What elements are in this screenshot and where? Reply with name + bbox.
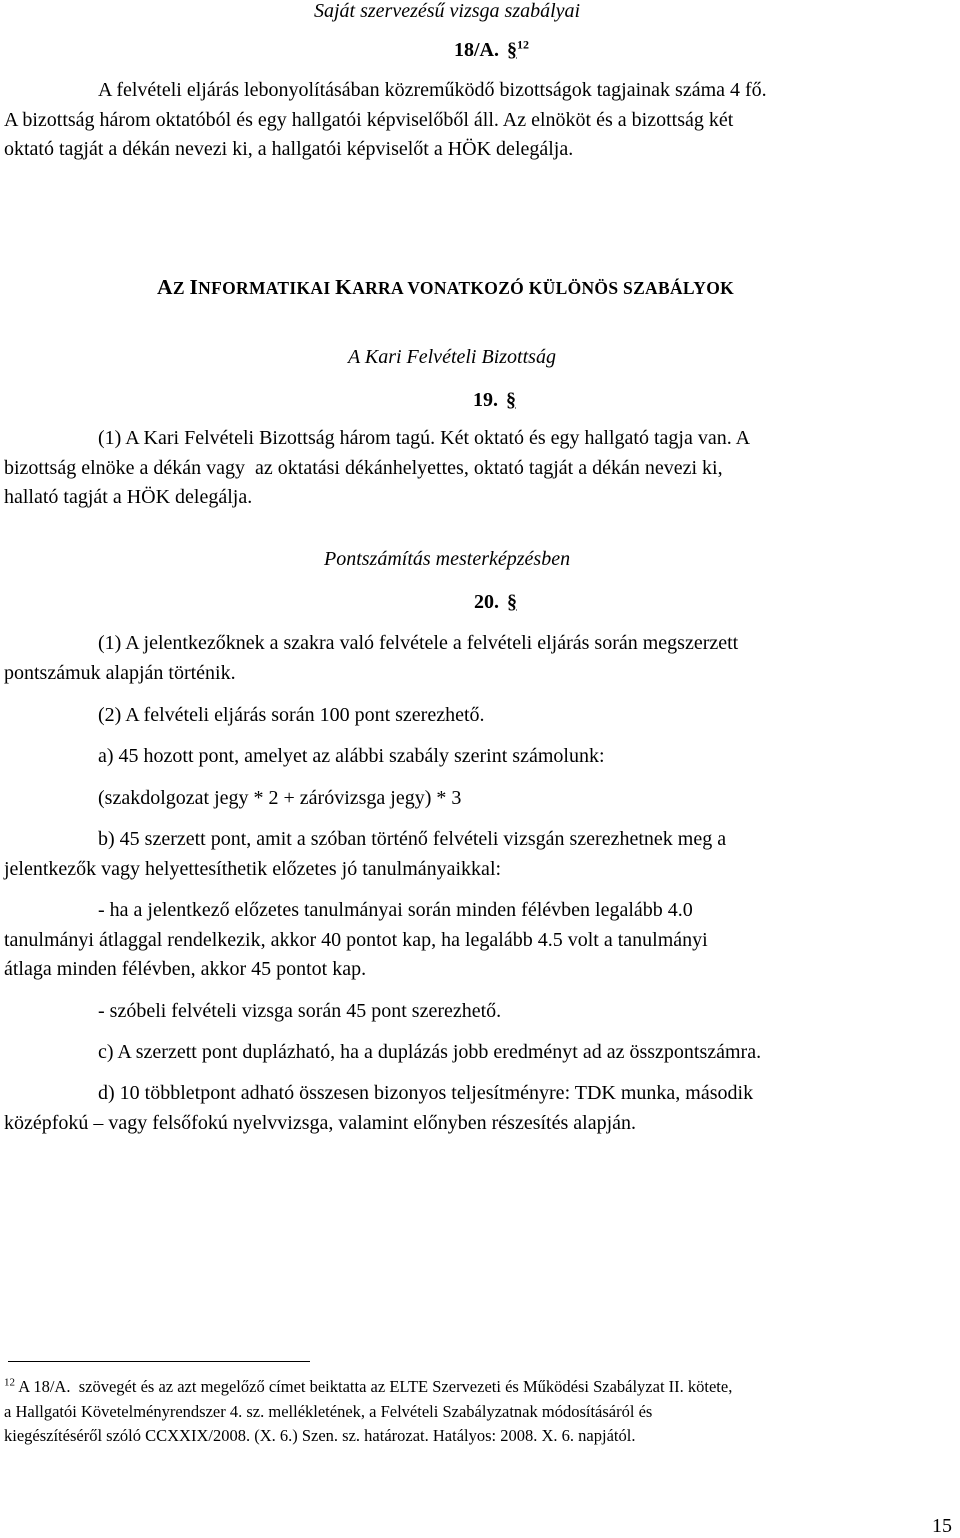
footnote-number: 12 <box>4 1376 15 1389</box>
paragraph-carried-points: a) 45 hozott pont, amelyet az alábbi szabály szerint számolunk: <box>98 745 605 767</box>
paragraph-mark: § <box>506 389 516 411</box>
subheading-point-calculation: Pontszámítás mesterképzésben <box>324 548 571 570</box>
paragraph-earned-points: b) 45 szerzett pont, amit a szóban történő felvételi vizsgán szerezhetnek meg a jelentkezők vagy helyettesíthetik előzetes jó tanulmányaikkal: <box>4 828 727 880</box>
section-heading-exam-rules: Saját szervezésű vizsga szabályai <box>314 0 581 22</box>
paragraph-max-points: (2) A felvételi eljárás során 100 pont szerezhető. <box>98 704 485 726</box>
subheading-faculty-committee: A Kari Felvételi Bizottság <box>348 346 556 368</box>
section-number-20: 20. § <box>474 591 517 613</box>
footnote <box>4 1375 956 1449</box>
footnote-line: a Hallgatói Követelményrendszer 4. sz. mellékletének, a Felvételi Szabályzatnak módosításáról és <box>4 1401 653 1421</box>
formula: (szakdolgozat jegy * 2 + záróvizsga jegy) * 3 <box>98 787 462 809</box>
paragraph-line: A felvételi eljárás lebonyolításában közreműködő bizottságok tagjainak száma 4 fő. <box>98 79 767 101</box>
paragraph-committee-members <box>4 76 956 165</box>
paragraph-extra-points: d) 10 többletpont adható összesen bizonyos teljesítményre: TDK munka, második középfokú – vagy felsőfokú nyelvvizsga, valamint előnyben részesítés alapján. <box>4 1082 754 1134</box>
page-number: 15 <box>932 1515 952 1537</box>
paragraph-faculty-committee: (1) A Kari Felvételi Bizottság három tagú. Két oktató és egy hallgató tagja van. A bizottság elnöke a dékán vagy az oktatási dékánhelyettes, oktató tagját a dékán nevezi ki, hallató tagját a HÖK delegálja. <box>4 427 751 508</box>
paragraph-admission-basis: (1) A jelentkezőknek a szakra való felvétele a felvételi eljárás során megszerzett pontszámuk alapján történik. <box>4 632 739 684</box>
section-number-text: 18/A. <box>454 39 499 61</box>
footnote-separator <box>8 1361 310 1362</box>
chapter-title: AZ INFORMATIKAI KARRA VONATKOZÓ KÜLÖNÖS SZABÁLYOK <box>157 275 735 299</box>
section-number-19: 19. § <box>473 389 516 411</box>
paragraph-oral-exam: - szóbeli felvételi vizsga során 45 pont szerezhető. <box>98 1000 502 1022</box>
paragraph-average-condition: - ha a jelentkező előzetes tanulmányai során minden félévben legalább 4.0 tanulmányi átlaggal rendelkezik, akkor 40 pontot kap, ha legalább 4.5 volt a tanulmányi átlaga minden félévben, akkor 45 pontot kap. <box>4 899 708 980</box>
footnote-line: kiegészítéséről szóló CCXXIX/2008. (X. 6.) Szen. sz. határozat. Hatályos: 2008. X. 6. napjától. <box>4 1426 636 1445</box>
footnote-reference: 12 <box>517 37 529 52</box>
paragraph-mark: § <box>507 591 517 613</box>
paragraph-doubling: c) A szerzett pont duplázható, ha a duplázás jobb eredményt ad az összpontszámra. <box>98 1041 762 1063</box>
paragraph-line: oktató tagját a dékán nevezi ki, a hallgatói képviselőt a HÖK delegálja. <box>4 138 574 160</box>
footnote-line: $^{12}$ A 18/A. szövegét és az azt megelőző címet beiktatta az ELTE Szervezeti és Működési Szabályzat II. kötete, <box>4 1376 733 1396</box>
section-number-18a <box>454 36 529 66</box>
paragraph-line: A bizottság három oktatóból és egy hallgatói képviselőből áll. Az elnököt és a bizottság két <box>4 108 734 131</box>
paragraph-mark: § <box>507 39 517 61</box>
